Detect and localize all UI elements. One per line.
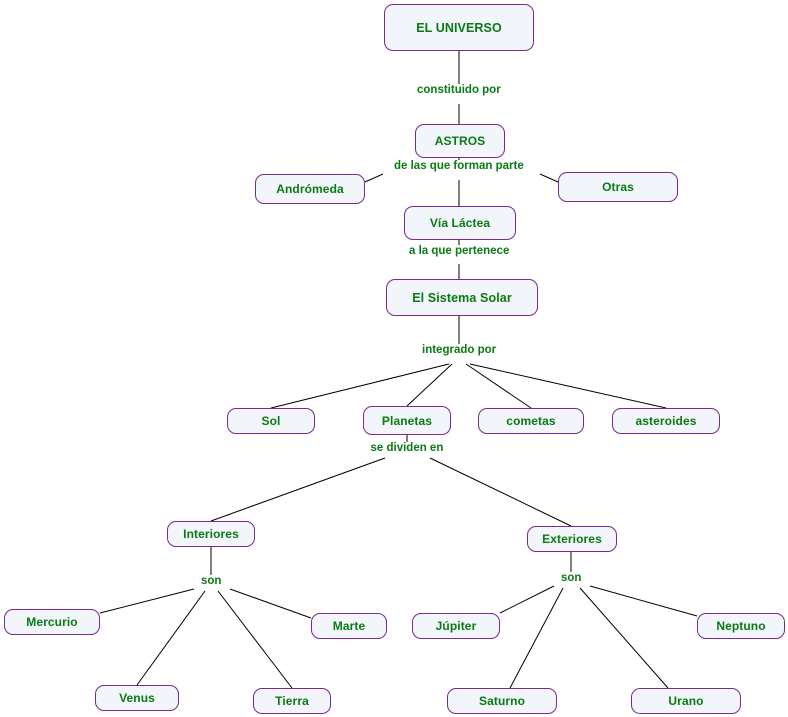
node-jupiter[interactable]: Júpiter bbox=[412, 613, 500, 639]
edge-line bbox=[211, 458, 385, 521]
edge-line bbox=[218, 591, 292, 688]
node-exteriores[interactable]: Exteriores bbox=[527, 526, 617, 552]
node-venus[interactable]: Venus bbox=[95, 685, 179, 711]
node-interiores[interactable]: Interiores bbox=[167, 521, 255, 547]
node-astros[interactable]: ASTROS bbox=[415, 124, 505, 158]
edge-line bbox=[430, 458, 571, 526]
link-label-formanparte: de las que forman parte bbox=[391, 160, 527, 172]
edge-line bbox=[271, 364, 449, 408]
edge-line bbox=[590, 586, 697, 616]
node-planetas[interactable]: Planetas bbox=[363, 406, 451, 435]
node-otras[interactable]: Otras bbox=[558, 172, 678, 202]
edge-line bbox=[230, 589, 311, 618]
node-mercurio[interactable]: Mercurio bbox=[4, 609, 100, 635]
node-tierra[interactable]: Tierra bbox=[253, 688, 331, 714]
node-sistema[interactable]: El Sistema Solar bbox=[386, 279, 538, 316]
node-saturno[interactable]: Saturno bbox=[447, 688, 557, 714]
node-vialactea[interactable]: Vía Láctea bbox=[404, 206, 516, 240]
link-label-son-int: son bbox=[198, 575, 224, 587]
node-asteroides[interactable]: asteroides bbox=[612, 408, 720, 434]
link-label-son-ext: son bbox=[558, 572, 584, 584]
link-label-dividen: se dividen en bbox=[368, 442, 447, 454]
edge-line bbox=[100, 589, 194, 613]
edge-line bbox=[365, 174, 383, 182]
node-neptuno[interactable]: Neptuno bbox=[697, 613, 785, 639]
edge-line bbox=[500, 586, 554, 613]
node-marte[interactable]: Marte bbox=[311, 613, 387, 639]
node-urano[interactable]: Urano bbox=[631, 688, 741, 714]
edge-line bbox=[580, 588, 668, 688]
link-label-integrado: integrado por bbox=[419, 344, 499, 356]
edge-line bbox=[510, 588, 563, 688]
edge-line bbox=[407, 364, 452, 406]
link-label-constituido: constituido por bbox=[414, 84, 504, 96]
node-cometas[interactable]: cometas bbox=[478, 408, 584, 434]
node-sol[interactable]: Sol bbox=[227, 408, 315, 434]
edge-line bbox=[540, 174, 558, 182]
edge-line bbox=[470, 364, 666, 408]
edge-line bbox=[137, 591, 205, 685]
node-universo[interactable]: EL UNIVERSO bbox=[384, 4, 534, 51]
node-andromeda[interactable]: Andrómeda bbox=[255, 174, 365, 204]
link-label-pertenece: a la que pertenece bbox=[406, 245, 512, 257]
